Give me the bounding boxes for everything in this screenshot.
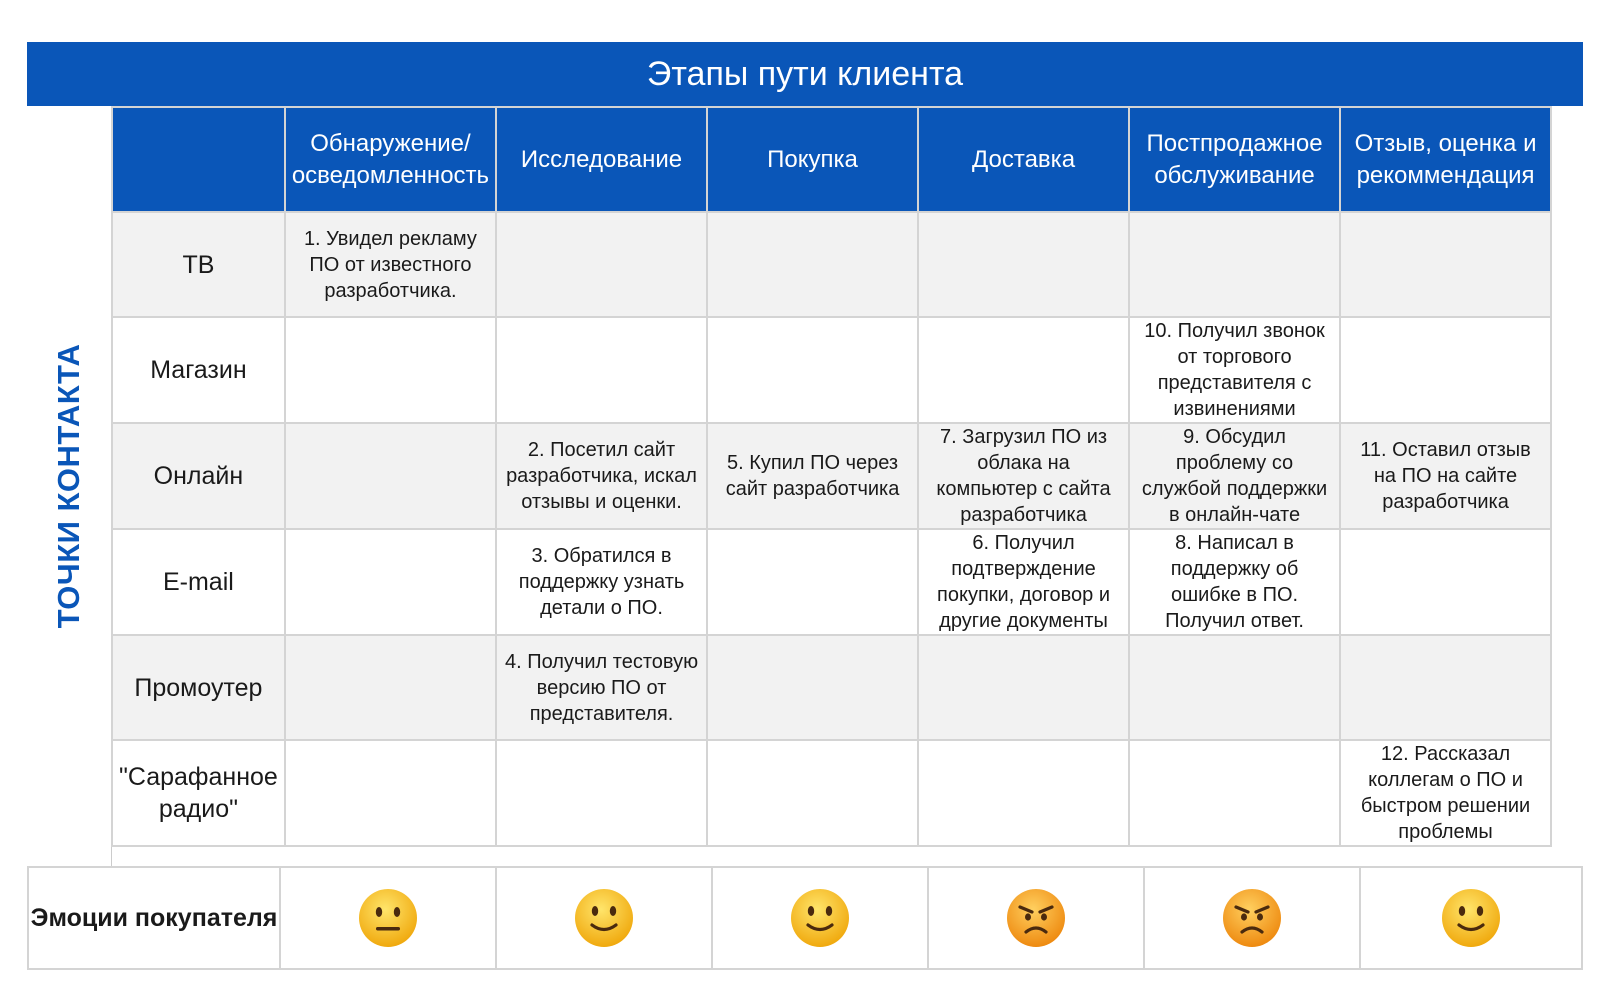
smile-face-icon [1440,887,1502,949]
journey-cell [1129,635,1340,740]
journey-cell [285,317,496,423]
journey-cell: 9. Обсудил проблему со службой поддержки в онлайн-чате [1129,423,1340,529]
header-corner [112,107,285,212]
journey-cell [918,212,1129,317]
journey-cell [707,529,918,635]
journey-cell [918,317,1129,423]
journey-stages-banner [27,42,1583,106]
journey-cell [1340,212,1551,317]
journey-cell: 11. Оставил отзыв на ПО на сайте разработчика [1340,423,1551,529]
angry-face-icon [1221,887,1283,949]
touchpoint-label: Промоутер [112,635,285,740]
journey-table [111,106,1552,847]
journey-cell: 10. Получил звонок от торгового представителя с извинениями [1129,317,1340,423]
journey-cell [1340,635,1551,740]
journey-cell [707,212,918,317]
smile-face-icon [573,887,635,949]
journey-cell [1340,529,1551,635]
stage-header: Исследование [496,107,707,212]
journey-cell [918,740,1129,846]
touchpoints-side-panel [27,106,112,866]
journey-cell: 6. Получил подтверждение покупки, договор и другие документы [918,529,1129,635]
angry-face-icon [1005,887,1067,949]
journey-cell [707,635,918,740]
journey-cell [1340,317,1551,423]
table-row [112,740,1551,846]
emotion-cell [929,866,1145,970]
journey-cell: 2. Посетил сайт разработчика, искал отзывы и оценки. [496,423,707,529]
table-row [112,212,1551,317]
stage-header: Обнаружение/ осведомленность [285,107,496,212]
stage-header: Доставка [918,107,1129,212]
touchpoint-label: Онлайн [112,423,285,529]
stage-header: Отзыв, оценка и рекоммендация [1340,107,1551,212]
neutral-face-icon [357,887,419,949]
journey-cell: 8. Написал в поддержку об ошибке в ПО. Получил ответ. [1129,529,1340,635]
journey-cell [1129,740,1340,846]
journey-cell: 1. Увидел рекламу ПО от известного разработчика. [285,212,496,317]
journey-cell [707,740,918,846]
journey-cell [496,740,707,846]
journey-cell [496,212,707,317]
emotion-cell [497,866,713,970]
journey-title: Этапы пути клиента [646,54,964,93]
journey-cell [918,635,1129,740]
table-row [112,423,1551,529]
emotion-cell [1361,866,1583,970]
emotions-label: Эмоции покупателя [27,866,281,970]
customer-journey-map [27,42,1583,972]
touchpoints-label: ТОЧКИ КОНТАКТА [51,343,86,629]
journey-cell [285,635,496,740]
journey-cell: 12. Рассказал коллегам о ПО и быстром решении проблемы [1340,740,1551,846]
journey-cell: 5. Купил ПО через сайт разработчика [707,423,918,529]
journey-cell: 3. Обратился в поддержку узнать детали о ПО. [496,529,707,635]
journey-cell [285,529,496,635]
stage-header: Покупка [707,107,918,212]
table-row [112,635,1551,740]
emotions-row [27,866,1583,972]
touchpoint-label: Магазин [112,317,285,423]
journey-cell: 4. Получил тестовую версию ПО от представителя. [496,635,707,740]
emotion-cell [713,866,929,970]
touchpoint-label: E-mail [112,529,285,635]
stage-header: Постпродажное обслуживание [1129,107,1340,212]
smile-face-icon [789,887,851,949]
journey-cell [496,317,707,423]
journey-cell [1129,212,1340,317]
emotion-cell [1145,866,1361,970]
touchpoint-label: "Сарафанное радио" [112,740,285,846]
journey-cell [285,740,496,846]
table-row [112,529,1551,635]
emotion-cell [281,866,497,970]
touchpoint-label: ТВ [112,212,285,317]
table-row [112,317,1551,423]
journey-cell [707,317,918,423]
journey-cell: 7. Загрузил ПО из облака на компьютер с сайта разработчика [918,423,1129,529]
journey-cell [285,423,496,529]
